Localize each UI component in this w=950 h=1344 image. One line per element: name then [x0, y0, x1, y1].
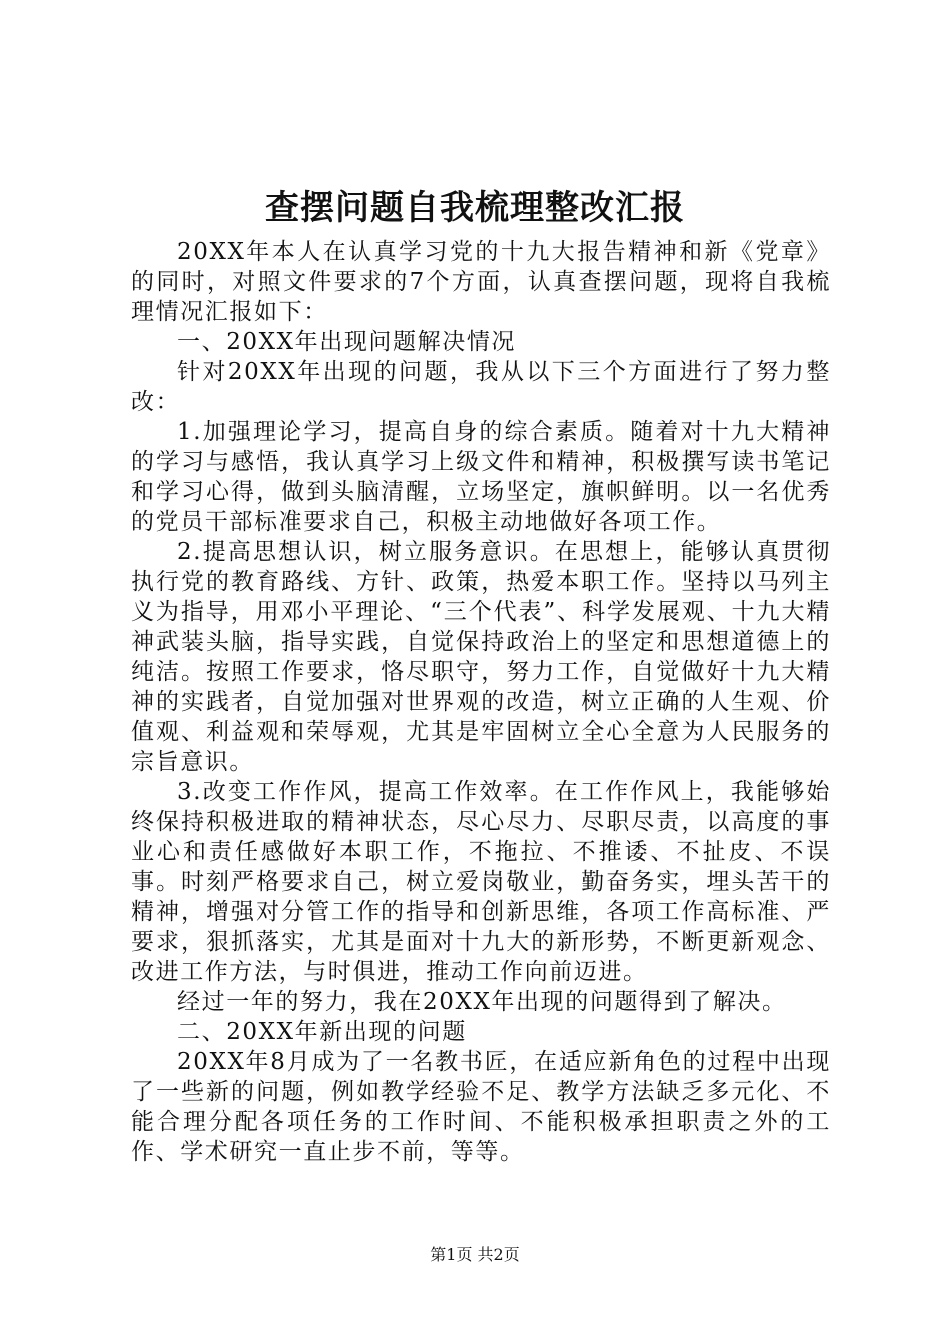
paragraph-item-2: 2.提高思想认识，树立服务意识。在思想上，能够认真贯彻执行党的教育路线、方针、政策，热爱本职工作。坚持以马列主义为指导，用邓小平理论、“三个代表”、科学发展观、十九大精神武装头脑，指导实践，自觉保持政治上的坚定和思想道德上的纯洁。按照工作要求，恪尽职守，努力工作，自觉做好十九大精神的实践者，自觉加强对世界观的改造，树立正确的人生观、价值观、利益观和荣辱观，尤其是牢固树立全心全意为人民服务的宗旨意识。 — [131, 539, 831, 775]
section-heading-2: 二、20XX年新出现的问题 — [177, 1019, 467, 1045]
paragraph-intro: 20XX年本人在认真学习党的十九大报告精神和新《党章》的同时，对照文件要求的7个方面，认真查摆问题，现将自我梳理情况汇报如下： — [131, 239, 831, 325]
section-heading-1: 一、20XX年出现问题解决情况 — [177, 329, 517, 355]
document-body — [131, 237, 831, 1167]
document-title: 查摆问题自我梳理整改汇报 — [265, 188, 685, 228]
paragraph-rectification-intro: 针对20XX年出现的问题，我从以下三个方面进行了努力整改： — [131, 359, 831, 415]
paragraph-summary: 经过一年的努力，我在20XX年出现的问题得到了解决。 — [177, 989, 787, 1015]
paragraph-item-1: 1.加强理论学习，提高自身的综合素质。随着对十九大精神的学习与感悟，我认真学习上级文件和精神，积极撰写读书笔记和学习心得，做到头脑清醒，立场坚定，旗帜鲜明。以一名优秀的党员干部标准要求自己，积极主动地做好各项工作。 — [131, 419, 831, 535]
paragraph-new-problems: 20XX年8月成为了一名教书匠，在适应新角色的过程中出现了一些新的问题，例如教学经验不足、教学方法缺乏多元化、不能合理分配各项任务的工作时间、不能积极承担职责之外的工作、学术研究一直止步不前，等等。 — [131, 1049, 831, 1165]
paragraph-item-3: 3.改变工作作风，提高工作效率。在工作作风上，我能够始终保持积极进取的精神状态，尽心尽力、尽职尽责，以高度的事业心和责任感做好本职工作，不拖拉、不推诿、不扯皮、不误事。时刻严格要求自己，树立爱岗敬业，勤奋务实，埋头苦干的精神，增强对分管工作的指导和创新思维，各项工作高标准、严要求，狠抓落实，尤其是面对十九大的新形势，不断更新观念、改进工作方法，与时俱进，推动工作向前迈进。 — [131, 779, 831, 985]
page-number-footer: 第1页 共2页 — [430, 1245, 520, 1264]
